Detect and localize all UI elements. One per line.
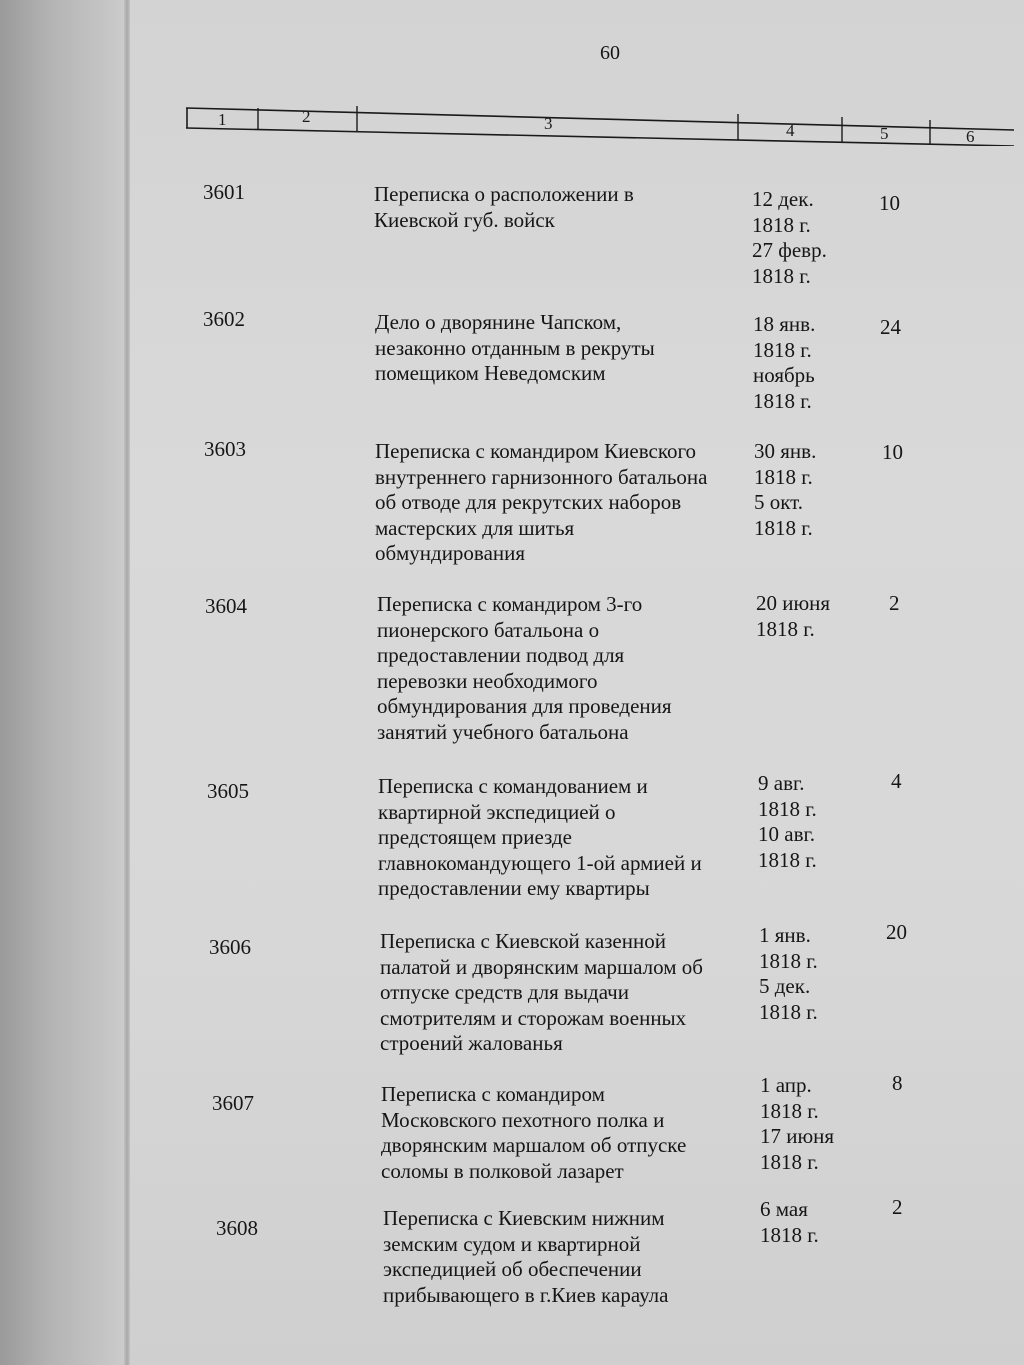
entry-date-line: 1818 г. <box>758 796 817 821</box>
entry-date-line: 6 мая <box>760 1197 808 1221</box>
entry-title-line: занятий учебного батальона <box>377 719 629 744</box>
entry-dates <box>760 1073 834 1175</box>
entry-sheet-count: 20 <box>886 920 907 944</box>
entry-date-line: 1818 г. <box>754 515 813 540</box>
entry-number: 3602 <box>203 307 245 331</box>
entry-dates <box>760 1197 819 1248</box>
entry-title-line: палатой и дворянским маршалом об <box>380 954 703 979</box>
entry-date-line: 12 дек. <box>752 187 814 211</box>
entry-date-line: 1818 г. <box>756 616 815 641</box>
entry-sheet-count: 8 <box>892 1071 903 1095</box>
entry-date-line: 1818 г. <box>760 1098 819 1123</box>
entry-date-line: 1818 г. <box>758 847 817 872</box>
entry-date-line: 10 авг. <box>758 822 815 846</box>
entry-title-line: Переписка с командиром <box>381 1082 605 1106</box>
column-header-2: 2 <box>302 107 311 126</box>
entry-sheet-count: 10 <box>882 440 903 464</box>
entry-title-line: Переписка с Киевским нижним <box>383 1206 665 1230</box>
entry-date-line: 1818 г. <box>753 388 812 413</box>
entry-title-line: отпуске средств для выдачи <box>380 980 629 1004</box>
entry-date-line: 1818 г. <box>754 464 813 489</box>
entry-title-line: пионерского батальона о <box>377 617 600 642</box>
entry-title-line: предоставлении ему квартиры <box>378 876 650 900</box>
entry-title <box>374 182 744 233</box>
entry-title <box>383 1206 753 1308</box>
entry-date-line: 1 апр. <box>760 1073 812 1097</box>
entry-title <box>377 592 747 745</box>
entry-date-line: 30 янв. <box>754 439 817 463</box>
entry-title-line: Переписка с командованием и <box>378 774 648 798</box>
entry-title-line: обмундирования <box>375 541 526 565</box>
entry-number: 3605 <box>207 779 249 803</box>
page-number: 60 <box>600 42 620 64</box>
entry-title-line: обмундирования для проведения <box>377 694 672 718</box>
entry-sheet-count: 2 <box>889 591 900 615</box>
column-header-5: 5 <box>880 124 889 143</box>
entry-date-line: 1818 г. <box>760 1149 819 1174</box>
entry-date-line: 1818 г. <box>759 948 818 973</box>
entry-dates <box>753 312 815 414</box>
entry-sheet-count: 4 <box>891 769 902 793</box>
entry-dates <box>758 771 817 873</box>
column-header-6: 6 <box>966 127 975 146</box>
entry-title-line: Переписка с командиром 3-го <box>377 592 643 616</box>
entry-sheet-count: 2 <box>892 1195 903 1219</box>
entry-title <box>381 1082 751 1184</box>
entry-dates <box>759 923 818 1025</box>
entry-title-line: смотрителям и сторожам военных <box>380 1005 687 1030</box>
entry-title-line: земским судом и квартирной <box>383 1231 641 1256</box>
entry-title-line: прибывающего в г.Киев караула <box>383 1282 669 1307</box>
entry-title-line: Киевской губ. войск <box>374 207 555 232</box>
column-header-3: 3 <box>544 114 553 133</box>
entry-title-line: незаконно отданным в рекруты <box>375 335 655 360</box>
entry-title-line: главнокомандующего 1-ой армией и <box>378 850 702 875</box>
entry-title-line: предстоящем приезде <box>378 825 572 849</box>
entry-title-line: Переписка о расположении в <box>374 182 634 206</box>
entry-dates <box>752 187 827 289</box>
column-header-table <box>186 100 1014 146</box>
entry-title-line: дворянским маршалом об отпуске <box>381 1133 687 1157</box>
entry-date-line: 1818 г. <box>753 337 812 362</box>
entry-date-line: 1818 г. <box>759 999 818 1024</box>
entry-date-line: 27 февр. <box>752 238 827 262</box>
entry-number: 3604 <box>205 594 247 618</box>
entry-number: 3601 <box>203 180 245 204</box>
entry-title-line: предоставлении подвод для <box>377 643 625 667</box>
entry-date-line: 5 дек. <box>759 974 811 998</box>
entry-title-line: Переписка с Киевской казенной <box>380 929 666 953</box>
entry-title <box>375 310 745 387</box>
entry-date-line: 5 окт. <box>754 490 804 514</box>
entry-date-line: 17 июня <box>760 1124 835 1148</box>
column-header-1: 1 <box>218 110 227 129</box>
entry-title-line: помещиком Неведомским <box>375 361 606 385</box>
entry-number: 3607 <box>212 1091 254 1115</box>
entry-number: 3606 <box>209 935 251 959</box>
entry-title-line: экспедицией об обеспечении <box>383 1257 642 1281</box>
entry-title-line: Дело о дворянине Чапском, <box>375 310 622 334</box>
entry-date-line: 18 янв. <box>753 312 816 336</box>
entry-title-line: соломы в полковой лазарет <box>381 1158 624 1183</box>
facing-page-edge <box>0 0 128 1365</box>
column-header-row <box>186 100 1014 146</box>
entry-title-line: Московского пехотного полка и <box>381 1107 665 1132</box>
entry-title-line: мастерских для шитья <box>375 515 575 540</box>
entry-title-line: Переписка с командиром Киевского <box>375 439 697 463</box>
entry-title-line: квартирной экспедицией о <box>378 799 616 824</box>
entry-dates <box>754 439 816 541</box>
entry-title-line: внутреннего гарнизонного батальона <box>375 464 708 489</box>
entry-date-line: ноябрь <box>753 363 815 387</box>
entry-number: 3603 <box>204 437 246 461</box>
entry-date-line: 1818 г. <box>752 263 811 288</box>
column-header-4: 4 <box>786 121 795 140</box>
entry-title <box>378 774 748 902</box>
entry-sheet-count: 24 <box>880 315 901 339</box>
entry-title-line: перевозки необходимого <box>377 668 598 693</box>
entry-number: 3608 <box>216 1216 258 1240</box>
entry-title <box>375 439 745 567</box>
entry-date-line: 1 янв. <box>759 923 811 947</box>
entry-title-line: об отводе для рекрутских наборов <box>375 490 682 514</box>
entry-title <box>380 929 750 1057</box>
entry-sheet-count: 10 <box>879 191 900 215</box>
entry-title-line: строений жалованья <box>380 1031 563 1055</box>
entry-dates <box>756 591 830 642</box>
entry-date-line: 1818 г. <box>760 1222 819 1247</box>
entry-date-line: 20 июня <box>756 591 831 615</box>
entry-date-line: 1818 г. <box>752 212 811 237</box>
entry-date-line: 9 авг. <box>758 771 805 795</box>
